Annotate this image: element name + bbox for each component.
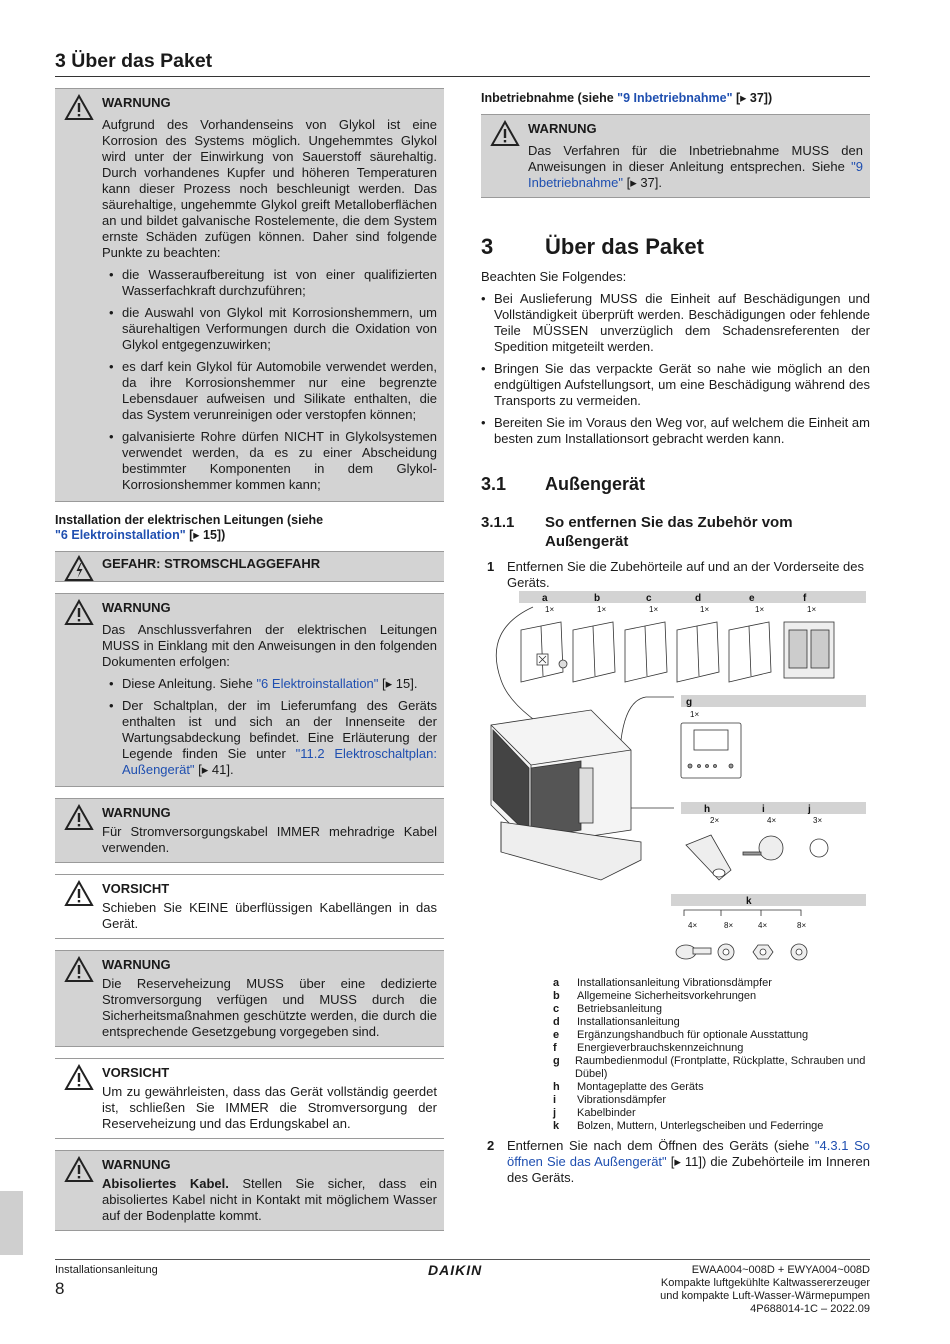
- warning-icon: [64, 956, 94, 983]
- step-text-rest: [▸ 11]) die Zubehörteile im Inneren des Geräts.: [507, 1154, 871, 1185]
- qty-k-spring: 8×: [797, 921, 807, 930]
- footer-desc-1: Kompakte luftgekühlte Kaltwassererzeuger: [660, 1277, 870, 1289]
- legend-value: Montageplatte des Geräts: [577, 1081, 704, 1093]
- link-open-outdoor-unit[interactable]: "4.3.1 So öffnen Sie das Außengerät": [507, 1138, 870, 1169]
- qty-c: 1×: [649, 605, 659, 614]
- legend-row: [553, 990, 873, 1003]
- legend-key: i: [553, 1094, 557, 1106]
- warning-icon: [64, 1156, 94, 1183]
- legend-key: k: [553, 1120, 560, 1132]
- legend-value: Installationsanleitung: [577, 1016, 680, 1028]
- label-bar-k: [671, 894, 866, 906]
- section-label-commissioning: [481, 91, 870, 106]
- legend-key: c: [553, 1003, 560, 1015]
- legend-value: Energieverbrauchskennzeichnung: [577, 1042, 744, 1054]
- legend-row: [553, 1107, 873, 1120]
- qty-j: 3×: [813, 816, 823, 825]
- warning-title: WARNUNG: [102, 805, 171, 820]
- label-b: b: [594, 593, 601, 604]
- list-item-text: Der Schaltplan, der im Lieferumfang des Geräts enthalten ist und sich an der Innenseite der Wartungsabdeckung befindet. Eine Erläuterung der Legende finden Sie unter: [122, 698, 437, 761]
- warning-text: Das Anschlussverfahren der elektrischen Leitungen MUSS in Einklang mit den Anweisungen in den folgenden Dokumenten erfolgen:: [102, 622, 437, 669]
- legend-value: Ergänzungshandbuch für optionale Ausstattung: [577, 1029, 809, 1041]
- manuals-illustration: [521, 622, 834, 682]
- warning-text: [528, 143, 863, 191]
- section-title: Außengerät: [545, 474, 646, 494]
- label-bar-g: [681, 695, 866, 707]
- section-label-electrical: [55, 513, 444, 543]
- footer-doc-id: 4P688014-1C – 2022.09: [750, 1303, 870, 1315]
- page-ref: [▸ 37]): [732, 91, 773, 105]
- step-number: 2: [487, 1138, 495, 1153]
- list-item: • es darf kein Glykol für Automobile verwendet werden, da ihre Korrosionshemmer nur eine begrenzte Lebensdauer aufweisen und Silikate enthalten, die das System verunreinigen oder verstopfen können;: [102, 359, 437, 423]
- daikin-logo: DAIKIN: [428, 1262, 483, 1278]
- section-number: 3.1: [481, 474, 507, 494]
- list-item: • Bei Auslieferung MUSS die Einheit auf Beschädigungen und Vollständigkeit überprüft werden. Beschädigungen oder fehlende Teile MÜSSEN unverzüglich dem Schadensreferenten der Spedition mitgeteilt werden.: [481, 291, 870, 355]
- warning-box-wiring: [55, 593, 444, 787]
- chapter-heading: [481, 234, 870, 260]
- link-electrical-installation[interactable]: "6 Elektroinstallation": [256, 676, 379, 691]
- link-commissioning[interactable]: "9 Inbetriebnahme": [528, 159, 863, 190]
- list-item: • Bringen Sie das verpackte Gerät so nahe wie möglich an den endgültigen Aufstellungsort, um eine Beschädigung während des Transports zu vermeiden.: [481, 361, 870, 409]
- caution-icon: [64, 880, 94, 907]
- warning-icon: [64, 599, 94, 626]
- step-text: Entfernen Sie die Zubehörteile auf und an der Vorderseite des Geräts.: [507, 559, 865, 590]
- list-item: [102, 698, 437, 778]
- caution-text: Um zu gewährleisten, dass das Gerät vollständig geerdet ist, schließen Sie IMMER die Stromversorgung der Reserveheizung und das Erdungskabel an.: [102, 1084, 437, 1131]
- legend-value: Bolzen, Muttern, Unterlegscheiben und Federringe: [577, 1120, 824, 1132]
- warning-bold-text: Abisoliertes Kabel.: [102, 1176, 229, 1191]
- step-number: 1: [487, 559, 495, 574]
- qty-e: 1×: [755, 605, 765, 614]
- page-number: 8: [55, 1279, 65, 1298]
- warning-title: WARNUNG: [102, 600, 171, 615]
- warning-icon: [490, 120, 520, 147]
- warning-title: WARNUNG: [102, 1157, 171, 1172]
- caution-text: Schieben Sie KEINE überflüssigen Kabellängen in das Gerät.: [102, 900, 437, 931]
- link-commissioning[interactable]: "9 Inbetriebnahme": [617, 91, 733, 105]
- list-item: • die Wasseraufbereitung ist von einer qualifizierten Wasserfachkraft durchzuführen;: [102, 267, 437, 299]
- legend-key: a: [553, 977, 560, 989]
- left-column: [55, 88, 444, 1242]
- step-text: [507, 1138, 870, 1186]
- label-i: i: [762, 804, 765, 815]
- warning-list: [102, 676, 437, 778]
- qty-k-washer: 8×: [724, 921, 734, 930]
- chapter-number: 3: [481, 234, 494, 259]
- legend-value: Kabelbinder: [577, 1107, 636, 1119]
- qty-f: 1×: [807, 605, 817, 614]
- legend-row: [553, 1003, 873, 1016]
- label-f: f: [803, 593, 807, 604]
- header-rule: [55, 76, 870, 77]
- caution-box-grounding: [55, 1058, 444, 1139]
- qty-a: 1×: [545, 605, 555, 614]
- list-item-text: Diese Anleitung. Siehe: [122, 676, 257, 691]
- warning-title: WARNUNG: [102, 957, 171, 972]
- legend-value: Betriebsanleitung: [577, 1003, 663, 1015]
- warning-text-main: Das Verfahren für die Inbetriebnahme MUSS den Anweisungen in dieser Anleitung entsprechen. Siehe: [528, 143, 863, 174]
- legend-row: [553, 1120, 873, 1133]
- caution-box-cable-length: [55, 874, 444, 939]
- danger-box: [55, 551, 444, 582]
- legend-key: e: [553, 1029, 560, 1041]
- qty-h: 2×: [710, 816, 720, 825]
- legend-value: Installationsanleitung Vibrationsdämpfer: [577, 977, 772, 989]
- footer-desc-2: und kompakte Luft-Wasser-Wärmepumpen: [660, 1290, 870, 1302]
- section-text: Inbetriebnahme (siehe: [481, 91, 618, 105]
- label-d: d: [695, 593, 702, 604]
- step-2: [481, 1138, 870, 1186]
- footer-doc-type: Installationsanleitung: [55, 1264, 158, 1276]
- qty-b: 1×: [597, 605, 607, 614]
- list-item: • Bereiten Sie im Voraus den Weg vor, auf welchem die Einheit am besten zum Installationsort gebracht werden kann.: [481, 415, 870, 447]
- warning-text: Für Stromversorgungskabel IMMER mehradrige Kabel verwenden.: [102, 824, 437, 855]
- warning-box-glycol: [55, 88, 444, 502]
- warning-text: Aufgrund des Vorhandenseins von Glykol ist eine Korrosion des Systems möglich. Ungehemmtes Glykol wird unter der Einwirkung von Sauerstoff säurehaltig. Durch vorhandenes Kupfer und höheren Temperaturen kann dieser Prozess noch beschleunigt werden. Das säurehaltige, ungehemmte Glykol greift Metalloberflächen an und bildet galvanische Rostelemente, die dem System ernste Schäden zufügen können. Daher sind folgende Punkte zu beachten:: [102, 117, 437, 260]
- legend-row: [553, 1094, 873, 1107]
- subsection-heading: [481, 513, 870, 551]
- page-ref: [▸ 15].: [378, 676, 418, 691]
- caution-title: VORSICHT: [102, 881, 170, 896]
- step-text-main: Entfernen Sie nach dem Öffnen des Geräts (siehe: [507, 1138, 815, 1153]
- room-controller-illustration: [681, 723, 741, 778]
- label-bar-top: [519, 591, 866, 603]
- right-column: [481, 88, 870, 591]
- danger-title: GEFAHR: STROMSCHLAGGEFAHR: [102, 556, 321, 571]
- label-g: g: [686, 697, 693, 708]
- list-item: [102, 676, 437, 692]
- section-heading: [481, 474, 870, 495]
- label-j: j: [808, 804, 811, 815]
- legend-row: [553, 1029, 873, 1042]
- chapter-tab: [0, 1191, 23, 1255]
- intro-text: Beachten Sie Folgendes:: [481, 269, 627, 284]
- caution-title: VORSICHT: [102, 1065, 170, 1080]
- legend-key: g: [553, 1055, 560, 1067]
- qty-i: 4×: [767, 816, 777, 825]
- label-h: h: [704, 804, 711, 815]
- legend-key: b: [553, 990, 560, 1002]
- caution-icon: [64, 1064, 94, 1091]
- list-item: • die Auswahl von Glykol mit Korrosionshemmern, um säurehaltigen Verformungen durch die Oxidation von Glykol entgegenzuwirken;: [102, 305, 437, 353]
- warning-text: Die Reserveheizung MUSS über eine dedizierte Stromversorgung verfügen und MUSS durch die Sicherheitsmaßnahmen geschützte werden, die durch die entsprechende Gesetzgebung vorgegeben sind.: [102, 976, 437, 1039]
- electric-shock-icon: [64, 555, 94, 582]
- warning-box-cables: [55, 798, 444, 863]
- outdoor-unit-illustration: [491, 710, 641, 880]
- page-ref: [▸ 15]): [185, 528, 226, 542]
- link-wiring-diagram[interactable]: "11.2 Elektroschaltplan: Außengerät": [122, 746, 437, 777]
- footer-product-info: [600, 1264, 870, 1316]
- section-text: Installation der elektrischen Leitungen (siehe: [55, 513, 324, 527]
- legend-value: Raumbedienmodul (Frontplatte, Rückplatte, Schrauben und Dübel): [574, 1055, 866, 1080]
- warning-title: WARNUNG: [528, 121, 597, 136]
- warning-text: [102, 1176, 437, 1224]
- label-a: a: [542, 593, 548, 604]
- fasteners-figure: [481, 890, 870, 980]
- warning-box-commissioning: [481, 114, 870, 198]
- footer-rule: [55, 1259, 870, 1260]
- warning-icon: [64, 804, 94, 831]
- page-ref: [▸ 37].: [622, 175, 663, 190]
- qty-g: 1×: [690, 710, 700, 719]
- legend-row: [553, 1081, 873, 1094]
- legend-row: [553, 1016, 873, 1029]
- step-1: [481, 559, 870, 591]
- page-header: 3 Über das Paket: [55, 50, 213, 72]
- link-electrical-installation[interactable]: "6 Elektroinstallation": [55, 528, 186, 542]
- qty-k-nut: 4×: [758, 921, 768, 930]
- qty-d: 1×: [700, 605, 710, 614]
- list-item: • galvanisierte Rohre dürfen NICHT in Glykolsystemen verwendet werden, da es zu einer Abscheidung bestimmter Komponenten in dem Glykol-Korrosionshemmer kommen kann;: [102, 429, 437, 493]
- mounting-parts-illustration: [686, 835, 828, 880]
- subsection-number: 3.1.1: [481, 514, 515, 531]
- legend-value: Vibrationsdämpfer: [577, 1094, 667, 1106]
- warning-list: [102, 267, 437, 493]
- warning-title: WARNUNG: [102, 95, 171, 110]
- warning-box-backup-heater: [55, 950, 444, 1047]
- label-e: e: [749, 593, 755, 604]
- warning-text-rest: Stellen Sie sicher, dass ein abisoliertes Kabel nicht in Kontakt mit möglichem Wasser auf der Bodenplatte kommt.: [102, 1176, 437, 1223]
- legend-row: [553, 1042, 873, 1055]
- page-ref: [▸ 41].: [194, 762, 234, 777]
- legend-value: Allgemeine Sicherheitsvorkehrungen: [577, 990, 757, 1002]
- legend-key: f: [553, 1042, 557, 1054]
- subsection-title: So entfernen Sie das Zubehör vom Außengerät: [545, 514, 793, 550]
- legend-row: [553, 977, 873, 990]
- accessories-figure: [481, 590, 870, 890]
- legend-key: d: [553, 1016, 560, 1028]
- legend-key: h: [553, 1081, 560, 1093]
- label-c: c: [646, 593, 652, 604]
- qty-k-bolt: 4×: [688, 921, 698, 930]
- chapter-title: Über das Paket: [545, 234, 704, 259]
- label-k: k: [746, 896, 752, 907]
- warning-icon: [64, 94, 94, 121]
- figure-legend: [553, 977, 873, 1133]
- warning-box-stripped-cable: [55, 1150, 444, 1231]
- package-bullet-list: [481, 291, 870, 447]
- fasteners-illustration: [676, 944, 807, 960]
- legend-row: [553, 1055, 873, 1081]
- footer-model: EWAA004~008D + EWYA004~008D: [691, 1264, 870, 1276]
- legend-key: j: [553, 1107, 557, 1119]
